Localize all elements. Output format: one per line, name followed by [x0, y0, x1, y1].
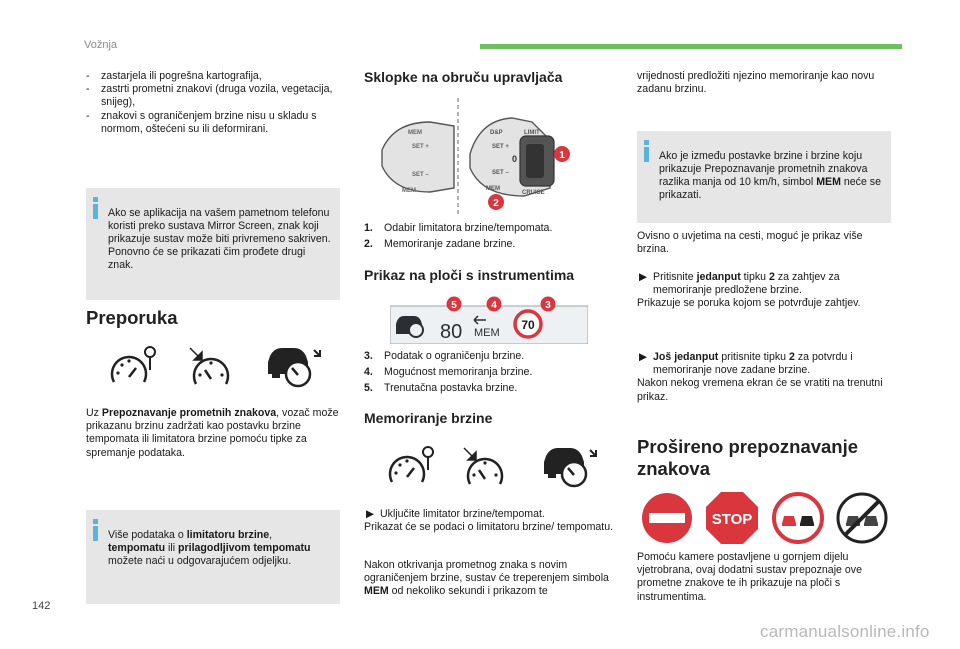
step-press-again: ▶︎ Još jedanput pritisnite tipku 2 za potvrdu i memoriranje nove zadane brzine. Nakon nekog vremena ekran će se vratiti na trenutni prikaz.: [637, 351, 893, 404]
callout-number: 4: [491, 300, 497, 311]
instrument-cluster-display: [390, 296, 588, 344]
info-note-mirror-screen: [86, 188, 340, 300]
heading-preporuka: Preporuka: [86, 307, 178, 328]
list-item: - zastarjela ili pogrešna kartografija,: [86, 70, 262, 82]
info-icon: [643, 140, 649, 162]
bullet-list: [86, 70, 342, 136]
callout-number: 2: [493, 198, 499, 209]
page-number: 142: [32, 600, 51, 612]
note-text: Ako je između postavke brzine i brzine koju prikazuje Prepoznavanje prometnih znakova razlika manja od 10 km/h, simbol MEM neće se prikazati.: [659, 149, 881, 202]
speedometer-pin-icon: [110, 344, 158, 390]
info-note-more-info: [86, 510, 340, 604]
no-entry-sign-icon: [641, 492, 693, 544]
cluster-speed-sign: 70: [521, 318, 535, 332]
step-arrow-icon: ▶︎: [639, 351, 648, 363]
end-no-overtaking-sign-icon: [836, 492, 888, 544]
list-item: 4. Mogućnost memoriranja brzine.: [364, 366, 533, 379]
preporuka-paragraph: Uz Prepoznavanje prometnih znakova, vozač može prikazanu brzinu zadržati kao postavku brzine tempomata ili limitatora brzine pomoću tipke za spremanje podataka.: [86, 407, 339, 459]
heading-memorise-speed: Memoriranje brzine: [364, 410, 493, 426]
step-arrow-icon: ▶︎: [639, 271, 648, 283]
callout-number: 5: [451, 300, 457, 311]
note-text: Ako se aplikacija na vašem pametnom telefonu koristi preko sustava Mirror Screen, znak koji prikazuje sustav može biti privremeno sakriven. Ponovno će se prikazati čim prođete drugi znak.: [108, 206, 331, 272]
switch-list: [364, 222, 620, 251]
stalk-label-cruise: CRUISE: [522, 190, 545, 196]
running-title: Vožnja: [84, 39, 118, 51]
list-item-text: zastarjela ili pogrešna kartografija,: [101, 70, 262, 82]
heading-extended-recognition: Prošireno prepoznavanje znakova: [637, 436, 859, 479]
stalk-label-dap: D&P: [490, 130, 503, 136]
info-note-mem-threshold: [637, 131, 891, 223]
step-press-once: ▶︎ Pritisnite jedanput tipku 2 za zahtjev za memoriranje predložene brzine. Prikazuje se poruka kojom se potvrđuje zahtjev.: [637, 271, 893, 311]
stalk-label-mem-left-2: MEM: [402, 188, 416, 194]
list-item-text: znakovi s ograničenjem brzine nisu u skladu s normom, oštećeni su ili deformirani.: [101, 109, 317, 135]
callout-number: 1: [559, 150, 565, 161]
list-item: 5. Trenutačna postavka brzine.: [364, 382, 518, 395]
stalk-label-set-minus-left: SET –: [412, 172, 429, 178]
stalk-label-limit: LIMIT: [524, 130, 540, 136]
watermark: carmanualsonline.info: [760, 622, 930, 641]
stalk-label-set-plus-left: SET +: [412, 144, 429, 150]
note-text: Više podataka o limitatoru brzine, tempomatu ili prilagodljivom tempomatu možete naći u odgovarajućem odjeljku.: [108, 528, 311, 567]
cluster-mem: MEM: [474, 327, 500, 339]
list-item-text: zastrti prometni znakovi (druga vozila, vegetacija, snijeg),: [101, 83, 333, 109]
stop-sign-icon: [705, 491, 759, 545]
memorise-step: [364, 508, 620, 534]
stalk-label-set-minus: SET –: [492, 170, 509, 176]
steering-wheel-stalk-illustration: [372, 96, 578, 216]
list-item: - zastrti prometni znakovi (druga vozila, vegetacija, snijeg),: [86, 83, 333, 109]
speedometer-pin-icon: [388, 444, 436, 490]
step-line: ▶︎ Uključite limitator brzine/tempomat.: [366, 508, 545, 520]
step-after: Nakon nekog vremena ekran će se vratiti na trenutni prikaz.: [637, 377, 883, 403]
stalk-label-set-plus: SET +: [492, 144, 509, 150]
col3-paragraph-1: vrijednosti predložiti njezino memoriranje kao novu zadanu brzinu.: [637, 70, 875, 96]
heading-instrument-display: Prikaz na ploči s instrumentima: [364, 267, 575, 283]
header-accent-bar: [480, 44, 902, 49]
car-speedometer-icon: [540, 444, 600, 490]
step-arrow-icon: ▶︎: [366, 508, 375, 520]
col3-paragraph-3: Pomoću kamere postavljene u gornjem dijelu vjetrobrana, ovaj dodatni sustav prepoznaje ove prometne znakove te ih prikazuje na ploči s instrumentima.: [637, 551, 862, 603]
cluster-speed: 80: [440, 321, 463, 343]
col3-paragraph-2: Ovisno o uvjetima na cesti, moguć je prikaz više brzina.: [637, 230, 863, 256]
memorise-paragraph: Nakon otkrivanja prometnog znaka s novim ograničenjem brzine, sustav će treperenjem simbola MEM od nekoliko sekundi i prikazom te: [364, 559, 609, 598]
list-item: - znakovi s ograničenjem brzine nisu u skladu s normom, oštećeni su ili deformirani.: [86, 109, 317, 135]
stop-sign-text: STOP: [711, 511, 753, 528]
list-item: 2. Memoriranje zadane brzine.: [364, 238, 516, 251]
speedometer-hand-icon: [462, 444, 510, 490]
stalk-label-zero: 0: [512, 154, 518, 164]
info-icon: [92, 519, 98, 541]
heading-steering-switches: Sklopke na obruču upravljača: [364, 69, 563, 85]
step-after: Prikazat će se podaci o limitatoru brzine/ tempomatu.: [364, 521, 614, 534]
list-item: 3. Podatak o ograničenju brzine.: [364, 350, 525, 362]
callout-number: 3: [545, 300, 551, 311]
info-icon: [92, 197, 98, 219]
speedometer-hand-icon: [188, 344, 236, 390]
no-overtaking-sign-icon: [772, 492, 824, 544]
stalk-label-mem-left: MEM: [408, 130, 422, 136]
stalk-label-mem: MEM: [486, 186, 500, 192]
display-list: [364, 350, 620, 396]
list-item: 1. Odabir limitatora brzine/tempomata.: [364, 222, 553, 234]
car-speedometer-icon: [264, 344, 324, 390]
step-after: Prikazuje se poruka kojom se potvrđuje zahtjev.: [637, 297, 861, 310]
